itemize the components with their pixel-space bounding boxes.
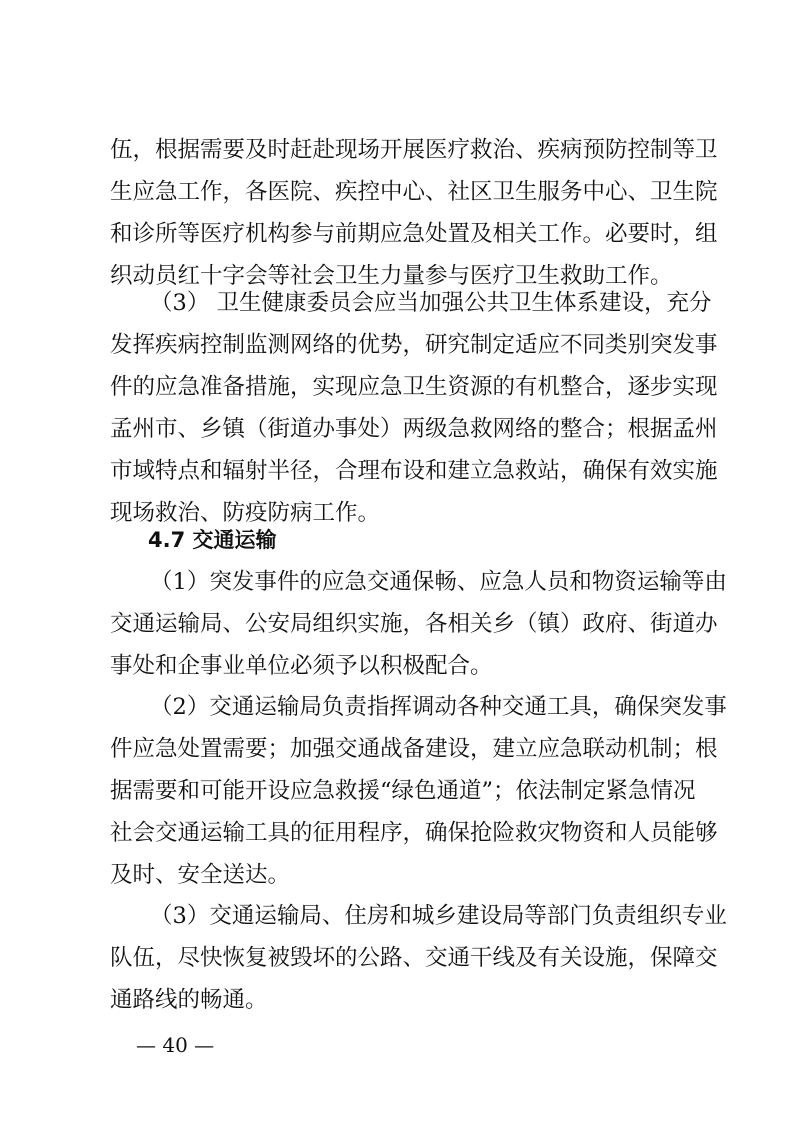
text-line: 和诊所等医疗机构参与前期应急处置及相关工作。必要时，组 xyxy=(110,221,718,247)
text-line: 社会交通运输工具的征用程序，确保抢险救灾物资和人员能够 xyxy=(110,820,718,846)
text-line: 伍，根据需要及时赶赴现场开展医疗救治、疾病预防控制等卫 xyxy=(110,137,718,163)
text-line: 据需要和可能开设应急救援“绿色通道”；依法制定紧急情况 xyxy=(110,778,696,804)
text-line: 及时、安全送达。 xyxy=(110,862,291,888)
text-line: 事处和企事业单位必须予以积极配合。 xyxy=(110,653,493,679)
text-line: 交通运输局、公安局组织实施，各相关乡（镇）政府、街道办 xyxy=(110,611,718,637)
text-line: 现场救治、防疫防病工作。 xyxy=(110,500,381,526)
text-line: 织动员红十字会等社会卫生力量参与医疗卫生救助工作。 xyxy=(110,263,673,289)
text-line: 件的应急准备措施，实现应急卫生资源的有机整合，逐步实现 xyxy=(110,374,718,400)
text-line-indent: （3）交通运输局、住房和城乡建设局等部门负责组织专业 xyxy=(150,903,727,929)
text-line-indent: （2）交通运输局负责指挥调动各种交通工具，确保突发事 xyxy=(150,694,727,720)
text-line-indent: （1）突发事件的应急交通保畅、应急人员和物资运输等由 xyxy=(150,569,727,595)
text-line-indent: （3） 卫生健康委员会应当加强公共卫生体系建设，充分 xyxy=(150,290,712,316)
text-line: 通路线的畅通。 xyxy=(110,987,268,1013)
text-line: 孟州市、乡镇（街道办事处）两级急救网络的整合；根据孟州 xyxy=(110,416,718,442)
text-line: 发挥疾病控制监测网络的优势，研究制定适应不同类别突发事 xyxy=(110,332,718,358)
text-line: 队伍，尽快恢复被毁坏的公路、交通干线及有关设施，保障交 xyxy=(110,945,718,971)
text-line: 生应急工作，各医院、疾控中心、社区卫生服务中心、卫生院 xyxy=(110,179,718,205)
section-heading: 4.7 交通运输 xyxy=(148,528,277,552)
text-line: 件应急处置需要；加强交通战备建设，建立应急联动机制；根 xyxy=(110,736,718,762)
text-line: 市域特点和辐射半径，合理布设和建立急救站，确保有效实施 xyxy=(110,458,718,484)
page-number: — 40 — xyxy=(136,1033,215,1057)
